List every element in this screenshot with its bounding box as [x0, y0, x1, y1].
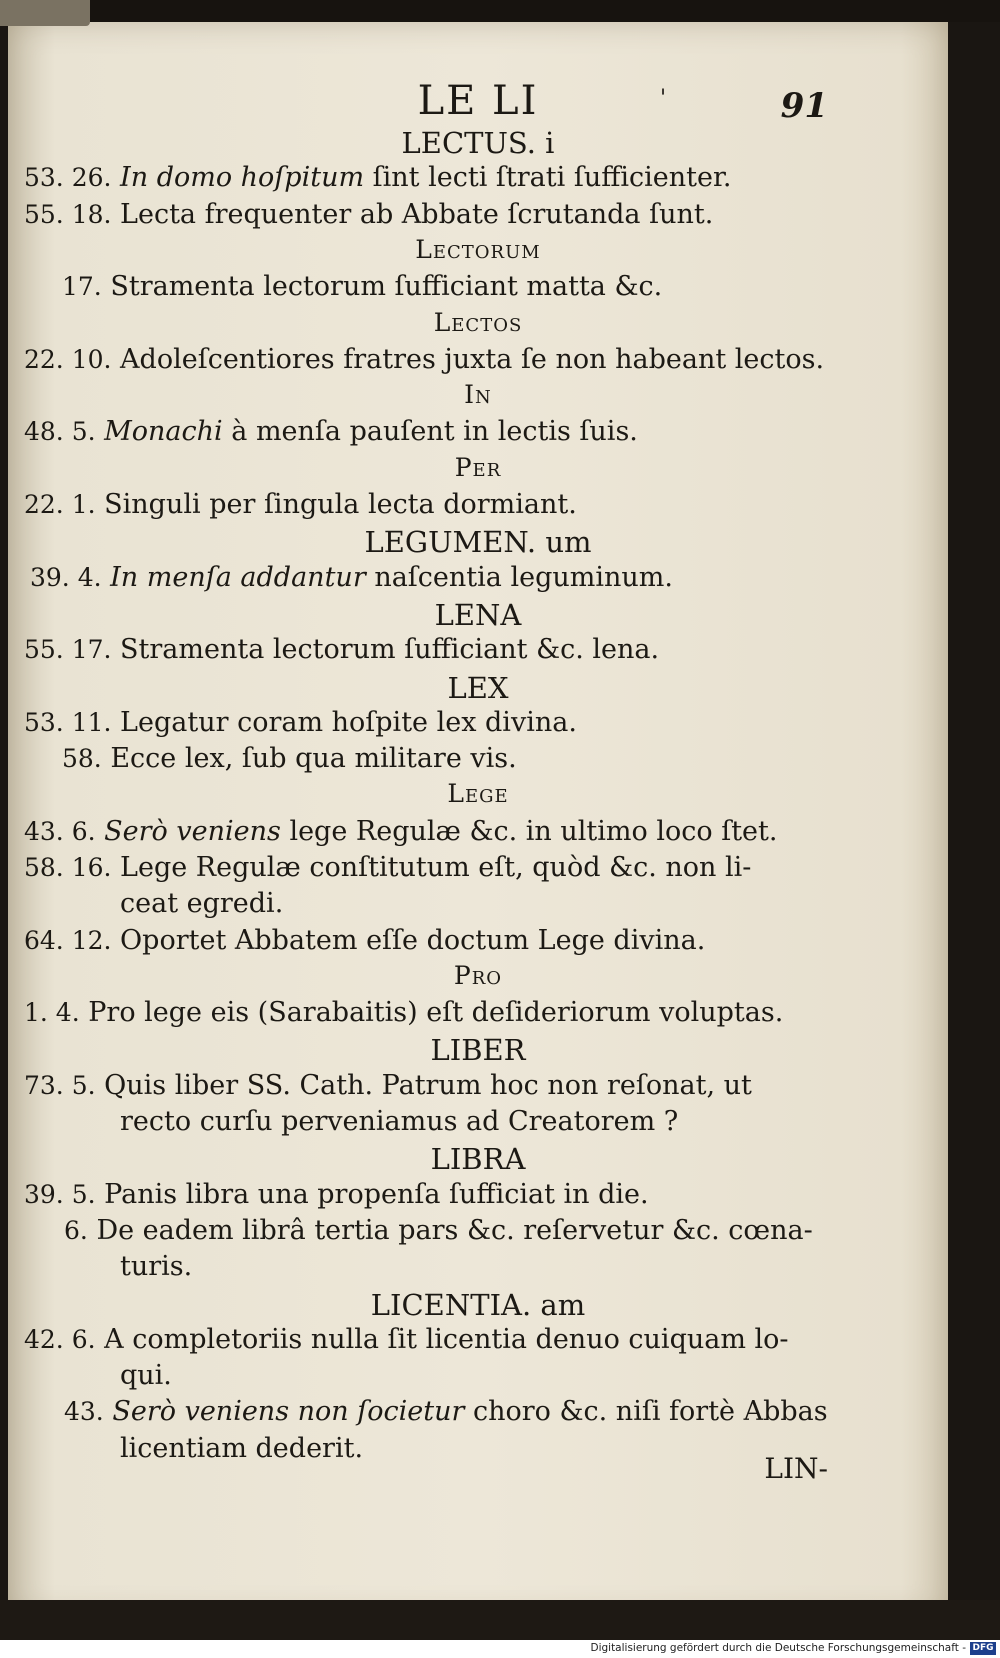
- entry-text: A completoriis nulla ſit licentia denuo cuiquam lo-: [95, 1324, 789, 1355]
- index-entry: [8, 634, 948, 670]
- entry-text: Pro lege eis (Sarabaitis) eſt deſideriorum voluptas.: [79, 997, 784, 1028]
- entry-reference: 43. 6.: [24, 817, 96, 846]
- index-heading: In: [464, 380, 492, 409]
- index-entry: [8, 271, 948, 307]
- index-heading: Per: [454, 453, 502, 482]
- index-heading: LECTUS. i: [401, 126, 555, 160]
- entry-reference: 1. 4.: [24, 998, 80, 1027]
- entry-reference: 39. 4.: [30, 563, 102, 592]
- entry-reference: 55. 17.: [24, 635, 112, 664]
- entry-text: Adoleſcentiores fratres juxta ſe non habeant lectos.: [111, 344, 825, 375]
- index-entry: [8, 707, 948, 743]
- entry-text: ſint lecti ſtrati ſufficienter.: [364, 162, 732, 193]
- entry-text: choro &c. niſi fortè Abbas: [464, 1396, 828, 1427]
- entry-reference: 53. 26.: [24, 163, 112, 192]
- entry-reference: 22. 1.: [24, 490, 96, 519]
- entry-text: turis.: [120, 1251, 193, 1282]
- entry-reference: 43.: [64, 1397, 104, 1426]
- catchword: LIN-: [764, 1452, 828, 1485]
- digitization-footer: [0, 1640, 1000, 1658]
- index-entry: [8, 925, 948, 961]
- entry-reference: 58.: [62, 744, 102, 773]
- entry-reference: 48. 5.: [24, 417, 96, 446]
- index-heading: Lectorum: [415, 235, 541, 264]
- entry-reference: 58. 16.: [24, 853, 112, 882]
- index-heading: LIBER: [430, 1033, 526, 1067]
- index-entry: [8, 997, 948, 1033]
- entry-text: qui.: [120, 1360, 172, 1391]
- index-heading: LEGUMEN. um: [364, 525, 592, 559]
- entry-text: lege Regulæ &c. in ultimo loco ſtet.: [280, 816, 778, 847]
- index-heading: Lege: [447, 779, 509, 808]
- entry-text: Panis libra una propenſa ſufficiat in die.: [95, 1179, 649, 1210]
- entry-text: Lecta frequenter ab Abbate ſcrutanda ſunt.: [111, 199, 714, 230]
- index-entry: [8, 816, 948, 852]
- entry-continuation: [8, 1106, 948, 1142]
- index-entry: [8, 1070, 948, 1106]
- index-entry: [8, 743, 948, 779]
- index-entry: [8, 562, 948, 598]
- entry-text: licentiam dederit.: [120, 1433, 364, 1464]
- footer-credit: Digitalisierung gefördert durch die Deutsche Forschungsgemeinschaft -: [590, 1642, 966, 1654]
- entry-italic-phrase: In menſa addantur: [101, 562, 366, 593]
- entry-reference: 39. 5.: [24, 1180, 96, 1209]
- entry-text: Ecce lex, ſub qua militare vis.: [101, 743, 517, 774]
- index-entry: [8, 344, 948, 380]
- entry-text: à menſa pauſent in lectis ſuis.: [222, 416, 638, 447]
- index-entry: [8, 852, 948, 888]
- entry-text: De eadem librâ tertia pars &c. reſervetur &c. cœna-: [87, 1215, 813, 1246]
- entry-italic-phrase: Serò veniens: [95, 816, 281, 847]
- entry-text: Lege Regulæ conſtitutum eſt, quòd &c. non li-: [111, 852, 752, 883]
- index-heading: LIBRA: [430, 1142, 526, 1176]
- index-entry: [8, 199, 948, 235]
- index-heading: Lectos: [433, 308, 523, 337]
- entry-reference: 42. 6.: [24, 1325, 96, 1354]
- entry-reference: 6.: [64, 1216, 88, 1245]
- entry-reference: 64. 12.: [24, 926, 112, 955]
- header-mark: ': [660, 86, 667, 111]
- entry-reference: 73. 5.: [24, 1071, 96, 1100]
- entry-italic-phrase: In domo hoſpitum: [111, 162, 365, 193]
- entry-reference: 53. 11.: [24, 708, 112, 737]
- entry-text: Singuli per ſingula lecta dormiant.: [95, 489, 577, 520]
- index-heading: LEX: [447, 671, 509, 705]
- book-page: [8, 22, 948, 1617]
- entry-continuation: [8, 1251, 948, 1287]
- entry-text: Stramenta lectorum ſufficiant &c. lena.: [111, 634, 660, 665]
- index-entry: [8, 1215, 948, 1251]
- entry-text: recto curſu perveniamus ad Creatorem ?: [120, 1106, 679, 1137]
- entry-text: Legatur coram hoſpite lex divina.: [111, 707, 577, 738]
- entry-continuation: [8, 1360, 948, 1396]
- index-entry: [8, 489, 948, 525]
- running-head: LE LI: [417, 78, 539, 124]
- entry-text: Quis liber SS. Cath. Patrum hoc non reſonat, ut: [95, 1070, 752, 1101]
- entry-text: Stramenta lectorum ſufficiant matta &c.: [101, 271, 663, 302]
- entry-reference: 22. 10.: [24, 345, 112, 374]
- index-heading: Pro: [453, 961, 503, 990]
- scan-edge-tab: [0, 0, 90, 26]
- index-heading: LICENTIA. am: [370, 1288, 586, 1322]
- entry-reference: 55. 18.: [24, 200, 112, 229]
- index-heading: LENA: [434, 598, 522, 632]
- entry-reference: 17.: [62, 272, 102, 301]
- scan-bottom-edge: [0, 1600, 1000, 1640]
- entry-italic-phrase: Monachi: [95, 416, 223, 447]
- index-entry: [8, 1179, 948, 1215]
- dfg-logo-badge: DFG: [970, 1642, 996, 1655]
- entry-text: Oportet Abbatem eſſe doctum Lege divina.: [111, 925, 706, 956]
- page-number: 91: [780, 86, 828, 126]
- index-entry: [8, 1324, 948, 1360]
- entry-italic-phrase: Serò veniens non ſocietur: [103, 1396, 465, 1427]
- entry-text: naſcentia leguminum.: [365, 562, 673, 593]
- index-entry: [8, 416, 948, 452]
- entry-text: ceat egredi.: [120, 888, 284, 919]
- index-entry: [8, 1396, 948, 1432]
- scan-top-edge: [0, 0, 1000, 22]
- entry-continuation: [8, 888, 948, 924]
- index-entry: [8, 162, 948, 198]
